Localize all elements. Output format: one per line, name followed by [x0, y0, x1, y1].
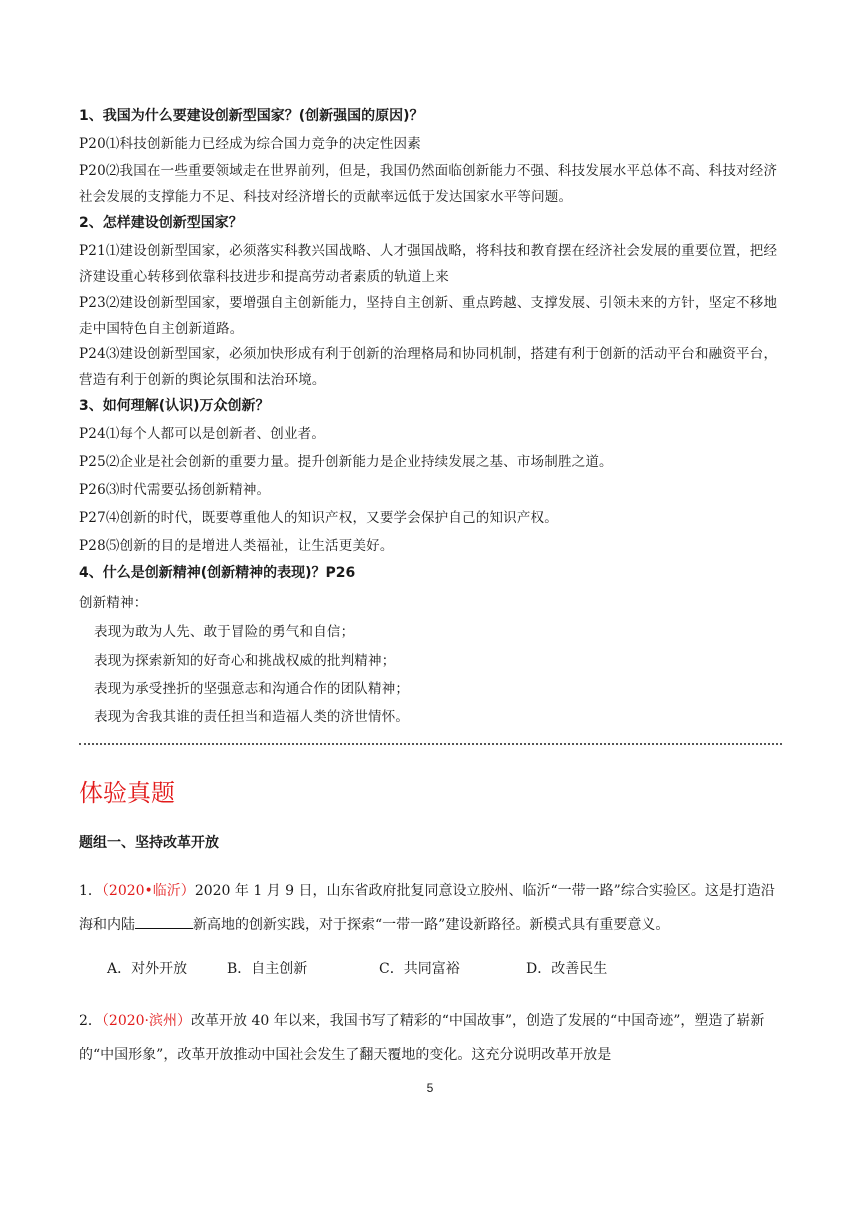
- question-4-item: 表现为探索新知的好奇心和挑战权威的批判精神；: [94, 653, 396, 669]
- question-4-item: 表现为舍我其谁的责任担当和造福人类的济世情怀。: [94, 709, 410, 725]
- question-1-point-1: P20⑴科技创新能力已经成为综合国力竞争的决定性因素: [79, 136, 421, 152]
- question-3-item: P28⑸创新的目的是增进人类福祉，让生活更美好。: [79, 538, 394, 554]
- question-4-intro: 创新精神：: [79, 595, 148, 611]
- option-b[interactable]: B．自主创新: [227, 961, 308, 977]
- question-4-item: 表现为承受挫折的坚强意志和沟通合作的团队精神；: [94, 681, 410, 697]
- option-d[interactable]: D．改善民生: [526, 961, 608, 977]
- question-2-point-2: P23⑵建设创新型国家，要增强自主创新能力，坚持自主创新、重点跨越、支撑发展、引领未来的方针，坚定不移地走中国特色自主创新道路。: [79, 295, 778, 337]
- question-3-item: P25⑵企业是社会创新的重要力量。提升创新能力是企业持续发展之基、市场制胜之道。: [79, 454, 613, 470]
- exam-question-1-number: 1．: [79, 883, 102, 899]
- question-3-title: 3、如何理解(认识)万众创新？: [79, 398, 270, 414]
- question-2-title: 2、怎样建设创新型国家？: [79, 215, 243, 231]
- question-4-item: 表现为敢为人先、敢于冒险的勇气和自信；: [94, 624, 355, 640]
- exam-question-1-text-b: 新高地的创新实践，对于探索“一带一路”建设新路径。新模式具有重要意义。: [193, 917, 670, 933]
- exam-question-1-source: （2020•临沂）: [101, 883, 195, 899]
- page-number: 5: [426, 1081, 434, 1095]
- dotted-divider: [79, 743, 782, 745]
- question-4-title: 4、什么是创新精神(创新精神的表现)？P26: [79, 565, 356, 581]
- question-2-point-1: P21⑴建设创新型国家，必须落实科教兴国战略、人才强国战略，将科技和教育摆在经济社会发展的重要位置，把经济建设重心转移到依靠科技进步和提高劳动者素质的轨道上来: [79, 243, 778, 285]
- section-title: 体验真题: [79, 779, 175, 807]
- answer-blank: [135, 914, 193, 929]
- exam-question-2: [79, 1004, 785, 1072]
- exam-question-1: [79, 874, 785, 942]
- question-2-point-3: P24⑶建设创新型国家，必须加快形成有利于创新的治理格局和协同机制，搭建有利于创新的活动平台和融资平台，营造有利于创新的舆论氛围和法治环境。: [79, 346, 778, 388]
- question-1-point-2: P20⑵我国在一些重要领域走在世界前列，但是，我国仍然面临创新能力不强、科技发展水平总体不高、科技对经济社会发展的支撑能力不足、科技对经济增长的贡献率远低于发达国家水平等问题。: [79, 163, 778, 205]
- question-1-title: 1、我国为什么要建设创新型国家？(创新强国的原因)？: [79, 108, 424, 124]
- question-3-item: P27⑷创新的时代，既要尊重他人的知识产权，又要学会保护自己的知识产权。: [79, 510, 558, 526]
- group-title: 题组一、坚持改革开放: [79, 835, 219, 851]
- exam-question-2-number: 2．: [79, 1013, 102, 1029]
- exam-question-2-source: （2020·滨州）: [101, 1013, 192, 1029]
- question-3-item: P24⑴每个人都可以是创新者、创业者。: [79, 426, 326, 442]
- option-a[interactable]: A．对外开放: [107, 961, 188, 977]
- option-c[interactable]: C．共同富裕: [379, 961, 460, 977]
- exam-question-1-text-a: 2020 年 1 月 9 日，山东省政府批复同意设立胶州、临沂“一带一路”综合实验区。这是打造沿海和内陆: [79, 883, 775, 933]
- exam-question-2-text: 改革开放 40 年以来，我国书写了精彩的“中国故事”，创造了发展的“中国奇迹”，塑造了崭新的“中国形象”，改革开放推动中国社会发生了翻天覆地的变化。这充分说明改革开放是: [79, 1013, 765, 1063]
- question-3-item: P26⑶时代需要弘扬创新精神。: [79, 482, 271, 498]
